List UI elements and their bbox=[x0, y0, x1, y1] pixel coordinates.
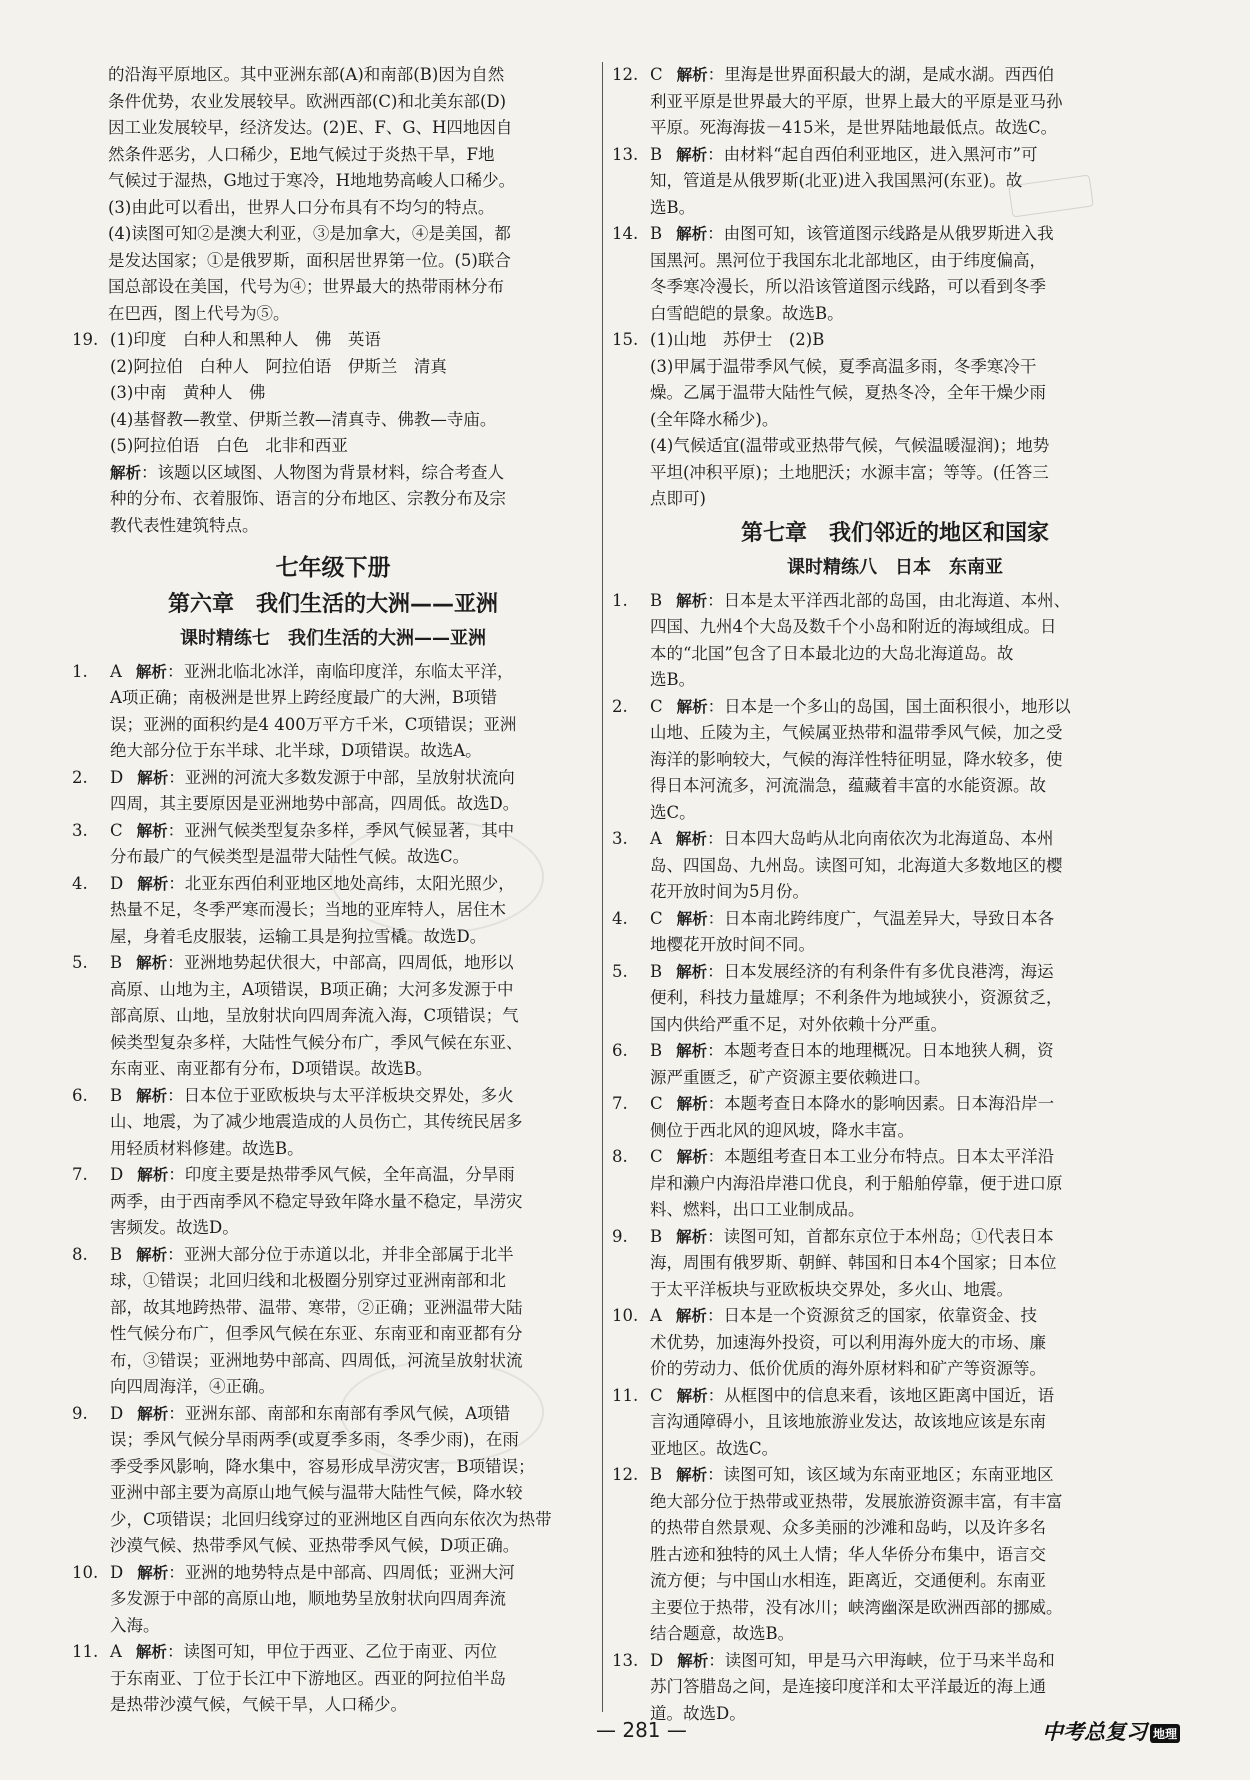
answer-item bbox=[72, 1639, 594, 1719]
text-line: 侧位于西北风的迎风坡，降水丰富。 bbox=[650, 1120, 914, 1140]
text-line: 海洋的影响较大，气候的海洋性特征明显，降水较多，使 bbox=[650, 749, 1063, 769]
question-number: 5. bbox=[72, 953, 88, 972]
question-number: 6. bbox=[612, 1041, 628, 1060]
text-line: 季受季风影响，降水集中，容易形成旱涝灾害，B项错误； bbox=[110, 1456, 535, 1476]
analysis-label: 解析 bbox=[676, 1386, 708, 1405]
text-line: 在巴西，图上代号为⑤。 bbox=[108, 303, 290, 323]
brand-logo bbox=[1042, 1716, 1180, 1746]
text-line: 燥。乙属于温带大陆性气候，夏热冬冷，全年干燥少雨 bbox=[650, 383, 1046, 402]
analysis-label: 解析 bbox=[676, 697, 708, 716]
text-line: A项正确；南极洲是世界上跨经度最广的大洲，B项错 bbox=[110, 688, 498, 707]
analysis-label: 解析 bbox=[137, 768, 169, 787]
chapter-title: 第七章 我们邻近的地区和国家 bbox=[740, 520, 1049, 546]
answer-list bbox=[612, 588, 1178, 1728]
text-line: ：亚洲北临北冰洋，南临印度洋，东临太平洋， bbox=[166, 661, 514, 681]
text-line: 源严重匮乏，矿产资源主要依赖进口。 bbox=[650, 1067, 931, 1087]
answer-item bbox=[72, 871, 594, 951]
text-line: ：日本是太平洋西北部的岛国，由北海道、本州、 bbox=[707, 590, 1071, 610]
text-line: 少，C项错误；北回归线穿过的亚洲地区自西向东依次为热带 bbox=[110, 1509, 552, 1529]
text-line: (全年降水稀少)。 bbox=[650, 409, 779, 429]
text-line: 四国、九州4个大岛及数千个小岛和附近的海域组成。日 bbox=[650, 617, 1057, 636]
answer-item bbox=[72, 818, 594, 871]
question-number: 3. bbox=[72, 820, 88, 840]
text-line: 东南亚、南亚都有分布，D项错误。故选B。 bbox=[110, 1059, 433, 1078]
text-line: 害频发。故选D。 bbox=[110, 1218, 239, 1237]
question-number: 13. bbox=[612, 1650, 639, 1670]
text-line: ：亚洲东部、南部和东南部有季风气候，A项错 bbox=[168, 1403, 511, 1423]
chapter-title: 第六章 我们生活的大洲——亚洲 bbox=[167, 591, 498, 617]
text-line: 是热带沙漠气候，气候干旱，人口稀少。 bbox=[110, 1695, 407, 1714]
answer-item bbox=[72, 1242, 594, 1401]
answer-choice: B bbox=[650, 144, 663, 164]
answer-choice: B bbox=[110, 1085, 123, 1105]
text-line: 沙漠气候、热带季风气候、亚热带季风气候，D项正确。 bbox=[110, 1536, 520, 1555]
question-number: 3. bbox=[612, 829, 628, 848]
text-line: 热量不足，冬季严寒而漫长；当地的亚库特人，居住木 bbox=[110, 900, 506, 919]
text-line: (3)由此可以看出，世界人口分布具有不均匀的特点。 bbox=[108, 197, 495, 217]
answer-choice: A bbox=[110, 1642, 122, 1661]
text-line: 海，周围有俄罗斯、朝鲜、韩国和日本4个国家；日本位 bbox=[650, 1253, 1057, 1272]
answer-choice: D bbox=[110, 1562, 124, 1582]
brand-text: 中考总复习 bbox=[1041, 1720, 1147, 1744]
text-line: 亚地区。故选C。 bbox=[650, 1438, 779, 1458]
question-number: 6. bbox=[72, 1085, 88, 1105]
analysis-label: 解析 bbox=[135, 662, 167, 681]
answer-choice: C bbox=[650, 696, 663, 716]
text-line: 的热带自然景观、众多美丽的沙滩和岛屿，以及许多名 bbox=[650, 1518, 1046, 1537]
analysis-label: 解析 bbox=[676, 1095, 708, 1113]
question-number: 7. bbox=[612, 1094, 628, 1113]
text-line: (4)读图可知②是澳大利亚，③是加拿大，④是美国，都 bbox=[108, 224, 511, 243]
text-line: ：读图可知，甲位于西亚、乙位于南亚、丙位 bbox=[166, 1642, 497, 1661]
answer-item bbox=[612, 1038, 1178, 1091]
analysis-label: 解析 bbox=[677, 1651, 709, 1670]
analysis-label: 解析 bbox=[676, 225, 708, 243]
text-line: 入海。 bbox=[110, 1615, 160, 1635]
analysis-label: 解析 bbox=[676, 909, 708, 928]
text-line: 向四周海洋，④正确。 bbox=[110, 1377, 275, 1396]
question-number: 11. bbox=[72, 1642, 99, 1661]
analysis-label: 解析 bbox=[676, 1148, 708, 1166]
analysis-label: 解析 bbox=[135, 1643, 167, 1661]
answer-item bbox=[612, 959, 1178, 1039]
text-line: 然条件恶劣，人口稀少，E地气候过于炎热干旱，F地 bbox=[108, 144, 495, 164]
answer-item bbox=[612, 588, 1178, 694]
question-number: 9. bbox=[612, 1226, 628, 1246]
question-number: 8. bbox=[612, 1147, 628, 1166]
answer-choice: C bbox=[650, 65, 663, 84]
text-line: ：从框图中的信息来看，该地区距离中国近，语 bbox=[707, 1385, 1055, 1405]
answer-item bbox=[72, 1560, 594, 1640]
question-number: 7. bbox=[72, 1165, 88, 1184]
text-line: 本的“北国”包含了日本最北边的大岛北海道岛。故 bbox=[650, 643, 1014, 663]
answer-choice: D bbox=[650, 1650, 664, 1670]
answer-choice: B bbox=[650, 1041, 663, 1060]
text-line: ：该题以区域图、人物图为背景材料，综合考查人 bbox=[141, 462, 505, 482]
answer-choice: B bbox=[650, 590, 663, 610]
text-line: 流方便；与中国山水相连，距离近，交通便利。东南亚 bbox=[650, 1571, 1046, 1590]
analysis-label: 解析 bbox=[137, 1166, 169, 1184]
question-number: 5. bbox=[612, 961, 628, 981]
text-line: 选C。 bbox=[650, 802, 696, 822]
analysis-label: 解析 bbox=[136, 1245, 168, 1264]
text-line: (3)中南 黄种人 佛 bbox=[110, 383, 266, 402]
text-line: 苏门答腊岛之间，是连接印度洋和太平洋最近的海上通 bbox=[650, 1677, 1046, 1696]
question-number: 15. bbox=[612, 330, 639, 349]
question-number: 14. bbox=[612, 224, 639, 243]
text-line: 绝大部分位于热带或亚热带，发展旅游资源丰富，有丰富 bbox=[650, 1491, 1063, 1511]
analysis-label: 解析 bbox=[110, 463, 142, 482]
text-line: 绝大部分位于东半球、北半球，D项错误。故选A。 bbox=[110, 741, 482, 760]
text-line: 选B。 bbox=[650, 670, 696, 689]
text-line: 国内供给严重不足，对外依赖十分严重。 bbox=[650, 1014, 947, 1034]
question-number: 9. bbox=[72, 1403, 88, 1423]
text-line: ：印度主要是热带季风气候，全年高温，分旱雨 bbox=[168, 1165, 515, 1184]
answer-item bbox=[612, 826, 1178, 906]
text-line: 点即可) bbox=[650, 489, 706, 508]
text-line: (1)山地 苏伊士 (2)B bbox=[650, 330, 825, 349]
analysis-label: 解析 bbox=[675, 1307, 707, 1325]
text-line: (5)阿拉伯语 白色 北非和西亚 bbox=[110, 436, 348, 455]
text-line: 结合题意，故选B。 bbox=[650, 1624, 795, 1643]
text-line: 屋，身着毛皮服装，运输工具是狗拉雪橇。故选D。 bbox=[110, 926, 487, 946]
continued-answer bbox=[72, 62, 594, 327]
text-line: 误；亚洲的面积约是4 400万平方千米，C项错误；亚洲 bbox=[110, 714, 517, 734]
analysis-label: 解析 bbox=[676, 66, 708, 84]
question-number: 1. bbox=[612, 590, 628, 610]
answer-item bbox=[72, 1083, 594, 1163]
text-line: 部高原、山地，呈放射状向四周奔流入海，C项错误；气 bbox=[110, 1006, 519, 1025]
answer-item bbox=[612, 221, 1178, 327]
text-line: ：亚洲大部分位于赤道以北，并非全部属于北半 bbox=[167, 1244, 514, 1264]
text-line: 主要位于热带，没有冰川；峡湾幽深是欧洲西部的挪威。 bbox=[650, 1597, 1063, 1617]
answer-item bbox=[612, 1091, 1178, 1144]
text-line: ：日本南北跨纬度广，气温差异大，导致日本各 bbox=[707, 908, 1055, 928]
question-number: 2. bbox=[72, 767, 88, 787]
text-line: ：日本位于亚欧板块与太平洋板块交界处，多火 bbox=[167, 1085, 514, 1105]
analysis-label: 解析 bbox=[676, 1042, 708, 1060]
text-line: 教代表性建筑特点。 bbox=[110, 515, 259, 535]
answer-item bbox=[612, 906, 1178, 959]
text-line: 白雪皑皑的景象。故选B。 bbox=[650, 303, 844, 323]
text-line: ：读图可知，甲是马六甲海峡，位于马来半岛和 bbox=[708, 1650, 1055, 1670]
text-line: ：由图可知，该管道图示线路是从俄罗斯进入我 bbox=[707, 224, 1054, 243]
answer-choice: A bbox=[650, 829, 662, 848]
text-line: 条件优势，农业发展较早。欧洲西部(C)和北美东部(D) bbox=[108, 91, 507, 111]
right-column bbox=[612, 62, 1178, 1727]
question-15 bbox=[612, 327, 1178, 513]
text-line: ：由材料“起自西伯利亚地区，进入黑河市”可 bbox=[707, 144, 1038, 164]
answer-item bbox=[612, 62, 1178, 142]
text-line: 国总部设在美国，代号为④；世界最大的热带雨林分布 bbox=[108, 277, 504, 296]
text-line: 球，①错误；北回归线和北极圈分别穿过亚洲南部和北 bbox=[110, 1271, 506, 1290]
answer-item bbox=[72, 765, 594, 818]
question-19 bbox=[72, 327, 594, 539]
answer-choice: A bbox=[650, 1306, 662, 1325]
answer-item bbox=[612, 1383, 1178, 1463]
question-number: 8. bbox=[72, 1244, 88, 1264]
text-line: ：亚洲地势起伏很大，中部高，四周低，地形以 bbox=[167, 953, 514, 972]
text-line: 言沟通障碍小，且该地旅游业发达，故该地应该是东南 bbox=[650, 1412, 1046, 1431]
answer-item bbox=[612, 1462, 1178, 1648]
answer-choice: B bbox=[110, 953, 123, 972]
answer-item bbox=[612, 142, 1178, 222]
text-line: 花开放时间为5月份。 bbox=[650, 882, 809, 901]
text-line: 亚洲中部主要为高原山地气候与温带大陆性气候，降水较 bbox=[110, 1483, 523, 1502]
text-line: 岸和濑户内海沿岸港口优良，利于船舶停靠，便于进口原 bbox=[650, 1173, 1063, 1193]
text-line: ：亚洲气候类型复杂多样，季风气候显著，其中 bbox=[167, 820, 515, 840]
answer-choice: B bbox=[110, 1244, 123, 1264]
question-number: 13. bbox=[612, 144, 639, 164]
text-line: ：本题考查日本的地理概况。日本地狭人稠，资 bbox=[707, 1041, 1054, 1060]
text-line: 因工业发展较早，经济发达。(2)E、F、G、H四地因自 bbox=[108, 118, 513, 137]
text-line: ：日本是一个多山的岛国，国土面积很小，地形以 bbox=[707, 696, 1071, 716]
text-line: 分布最广的气候类型是温带大陆性气候。故选C。 bbox=[110, 847, 470, 866]
answer-choice: C bbox=[650, 908, 663, 928]
text-line: (3)甲属于温带季风气候，夏季高温多雨，冬季寒冷干 bbox=[650, 356, 1037, 376]
text-line: 地樱花开放时间不同。 bbox=[650, 935, 815, 954]
text-line: (4)气候适宜(温带或亚热带气候，气候温暖湿润)；地势 bbox=[650, 436, 1050, 455]
answer-choice: D bbox=[110, 1165, 124, 1184]
text-line: 部，故其地跨热带、温带、寒带，②正确；亚洲温带大陆 bbox=[110, 1297, 523, 1317]
answer-item bbox=[612, 694, 1178, 827]
answer-choice: C bbox=[650, 1385, 663, 1405]
text-line: 多发源于中部的高原山地，顺地势呈放射状向四周奔流 bbox=[110, 1589, 506, 1608]
analysis-label: 解析 bbox=[136, 954, 168, 972]
lesson-title: 课时精练七 我们生活的大洲——亚洲 bbox=[180, 628, 486, 649]
answer-choice: A bbox=[110, 661, 122, 681]
analysis-label: 解析 bbox=[136, 821, 168, 840]
answer-choice: C bbox=[110, 820, 123, 840]
text-line: 用轻质材料修建。故选B。 bbox=[110, 1138, 304, 1158]
analysis-label: 解析 bbox=[676, 1466, 708, 1484]
answer-item bbox=[72, 1401, 594, 1560]
answer-item bbox=[612, 1303, 1178, 1383]
answer-choice: C bbox=[650, 1094, 663, 1113]
text-line: 种的分布、衣着服饰、语言的分布地区、宗教分布及宗 bbox=[110, 489, 506, 508]
text-line: 胜古迹和独特的风土人情；华人华侨分布集中，语言交 bbox=[650, 1544, 1046, 1564]
question-number: 19. bbox=[72, 330, 99, 349]
answer-item bbox=[72, 950, 594, 1083]
text-line: ：北亚东西伯利亚地区地处高纬，太阳光照少， bbox=[168, 873, 515, 893]
text-line: 选B。 bbox=[650, 197, 696, 217]
analysis-label: 解析 bbox=[137, 1404, 169, 1423]
answer-choice: B bbox=[650, 1465, 663, 1484]
answer-choice: D bbox=[110, 873, 124, 893]
text-line: 于太平洋板块与亚欧板块交界处，多火山、地震。 bbox=[650, 1279, 1013, 1299]
question-number: 4. bbox=[612, 908, 628, 928]
question-number: 2. bbox=[612, 696, 628, 716]
text-line: 利亚平原是世界最大的平原，世界上最大的平原是亚马孙 bbox=[650, 91, 1063, 111]
text-line: 高原、山地为主，A项错误，B项正确；大河多发源于中 bbox=[110, 979, 514, 999]
analysis-label: 解析 bbox=[676, 145, 708, 164]
left-column bbox=[72, 62, 594, 1719]
analysis-label: 解析 bbox=[676, 962, 708, 981]
text-line: 的沿海平原地区。其中亚洲东部(A)和南部(B)因为自然 bbox=[108, 65, 505, 84]
text-line: 山地、丘陵为主，气候属亚热带和温带季风气候，加之受 bbox=[650, 723, 1063, 742]
text-line: 山、地震，为了减少地震造成的人员伤亡，其传统民居多 bbox=[110, 1112, 523, 1131]
text-line: 平坦(冲积平原)；土地肥沃；水源丰富；等等。(任答三 bbox=[650, 462, 1049, 482]
answer-list bbox=[72, 659, 594, 1719]
text-line: (2)阿拉伯 白种人 阿拉伯语 伊斯兰 清真 bbox=[110, 356, 447, 376]
lesson-title: 课时精练八 日本 东南亚 bbox=[787, 557, 1003, 578]
text-line: 便利，科技力量雄厚；不利条件为地域狭小，资源贫乏， bbox=[650, 988, 1063, 1007]
analysis-label: 解析 bbox=[676, 1227, 708, 1246]
text-line: ：里海是世界面积最大的湖，是咸水湖。西西伯 bbox=[707, 65, 1055, 84]
text-line: 误；季风气候分旱雨两季(或夏季多雨，冬季少雨)，在雨 bbox=[110, 1430, 519, 1449]
text-line: 术优势，加速海外投资，可以利用海外庞大的市场、廉 bbox=[650, 1332, 1046, 1352]
answer-item bbox=[72, 659, 594, 765]
question-number: 12. bbox=[612, 1465, 639, 1484]
analysis-label: 解析 bbox=[676, 591, 708, 610]
answer-item bbox=[72, 1162, 594, 1242]
question-number: 10. bbox=[612, 1306, 639, 1325]
text-line: ：读图可知，首都东京位于本州岛；①代表日本 bbox=[707, 1226, 1054, 1246]
analysis-label: 解析 bbox=[137, 874, 169, 893]
question-number: 12. bbox=[612, 65, 639, 84]
answer-choice: D bbox=[110, 767, 124, 787]
text-line: 候类型复杂多样，大陆性气候分布广，季风气候在东亚、 bbox=[110, 1032, 523, 1052]
answer-choice: B bbox=[650, 1226, 663, 1246]
answer-choice: D bbox=[110, 1403, 124, 1423]
analysis-label: 解析 bbox=[675, 830, 707, 848]
question-number: 10. bbox=[72, 1562, 99, 1582]
question-number: 11. bbox=[612, 1385, 639, 1405]
text-line: 气候过于湿热，G地过于寒冷，H地地势高峻人口稀少。 bbox=[108, 171, 516, 190]
text-line: ：本题组考查日本工业分布特点。日本太平洋沿 bbox=[707, 1147, 1055, 1166]
text-line: 国黑河。黑河位于我国东北北部地区，由于纬度偏高， bbox=[650, 250, 1046, 270]
text-line: 平原。死海海拔－415米，是世界陆地最低点。故选C。 bbox=[650, 118, 1058, 137]
answer-choice: B bbox=[650, 961, 663, 981]
text-line: 知，管道是从俄罗斯(北亚)进入我国黑河(东亚)。故 bbox=[650, 171, 1023, 190]
text-line: 性气候分布广，但季风气候在东亚、东南亚和南亚都有分 bbox=[110, 1324, 523, 1343]
analysis-label: 解析 bbox=[136, 1086, 168, 1105]
text-line: 布，③错误；亚洲地势中部高、四周低，河流呈放射状流 bbox=[110, 1350, 523, 1370]
analysis-label: 解析 bbox=[137, 1563, 169, 1582]
text-line: 岛、四国岛、九州岛。读图可知，北海道大多数地区的樱 bbox=[650, 855, 1063, 875]
text-line: ：亚洲的地势特点是中部高、四周低；亚洲大河 bbox=[168, 1562, 515, 1582]
text-line: (4)基督教—教堂、伊斯兰教—清真寺、佛教—寺庙。 bbox=[110, 409, 497, 429]
answer-item bbox=[612, 1224, 1178, 1304]
column-divider bbox=[602, 62, 603, 1712]
text-line: ：日本四大岛屿从北向南依次为北海道岛、本州 bbox=[706, 829, 1054, 848]
volume-title: 七年级下册 bbox=[275, 555, 391, 581]
text-line: 得日本河流多，河流湍急，蕴藏着丰富的水能资源。故 bbox=[650, 776, 1046, 795]
text-line: ：亚洲的河流大多数发源于中部，呈放射状流向 bbox=[168, 767, 515, 787]
text-line: ：日本发展经济的有利条件有多优良港湾，海运 bbox=[707, 961, 1054, 981]
text-line: ：日本是一个资源贫乏的国家，依靠资金、技 bbox=[706, 1306, 1037, 1325]
text-line: 是发达国家；①是俄罗斯，面积居世界第一位。(5)联合 bbox=[108, 250, 511, 270]
question-number: 4. bbox=[72, 873, 88, 893]
answer-choice: C bbox=[650, 1147, 663, 1166]
answer-item bbox=[612, 1144, 1178, 1224]
text-line: 冬季寒冷漫长，所以沿该管道图示线路，可以看到冬季 bbox=[650, 277, 1046, 296]
page-number: — 281 — bbox=[596, 1718, 687, 1742]
text-line: ：本题考查日本降水的影响因素。日本海沿岸一 bbox=[707, 1094, 1055, 1113]
text-line: 价的劳动力、低价优质的海外原材料和矿产等资源等。 bbox=[650, 1359, 1046, 1378]
text-line: 四周，其主要原因是亚洲地势中部高，四周低。故选D。 bbox=[110, 794, 520, 813]
answer-choice: B bbox=[650, 224, 663, 243]
brand-subject-tag: 地理 bbox=[1150, 1724, 1180, 1743]
text-line: 两季，由于西南季风不稳定导致年降水量不稳定，旱涝灾 bbox=[110, 1191, 523, 1211]
text-line: 道。故选D。 bbox=[650, 1703, 746, 1723]
text-line: ：读图可知，该区域为东南亚地区；东南亚地区 bbox=[707, 1465, 1054, 1484]
question-number: 1. bbox=[72, 661, 88, 681]
text-line: (1)印度 白种人和黑种人 佛 英语 bbox=[110, 330, 381, 349]
text-line: 料、燃料，出口工业制成品。 bbox=[650, 1200, 865, 1219]
answer-list bbox=[612, 62, 1178, 327]
text-line: 于东南亚、丁位于长江中下游地区。西亚的阿拉伯半岛 bbox=[110, 1668, 506, 1688]
